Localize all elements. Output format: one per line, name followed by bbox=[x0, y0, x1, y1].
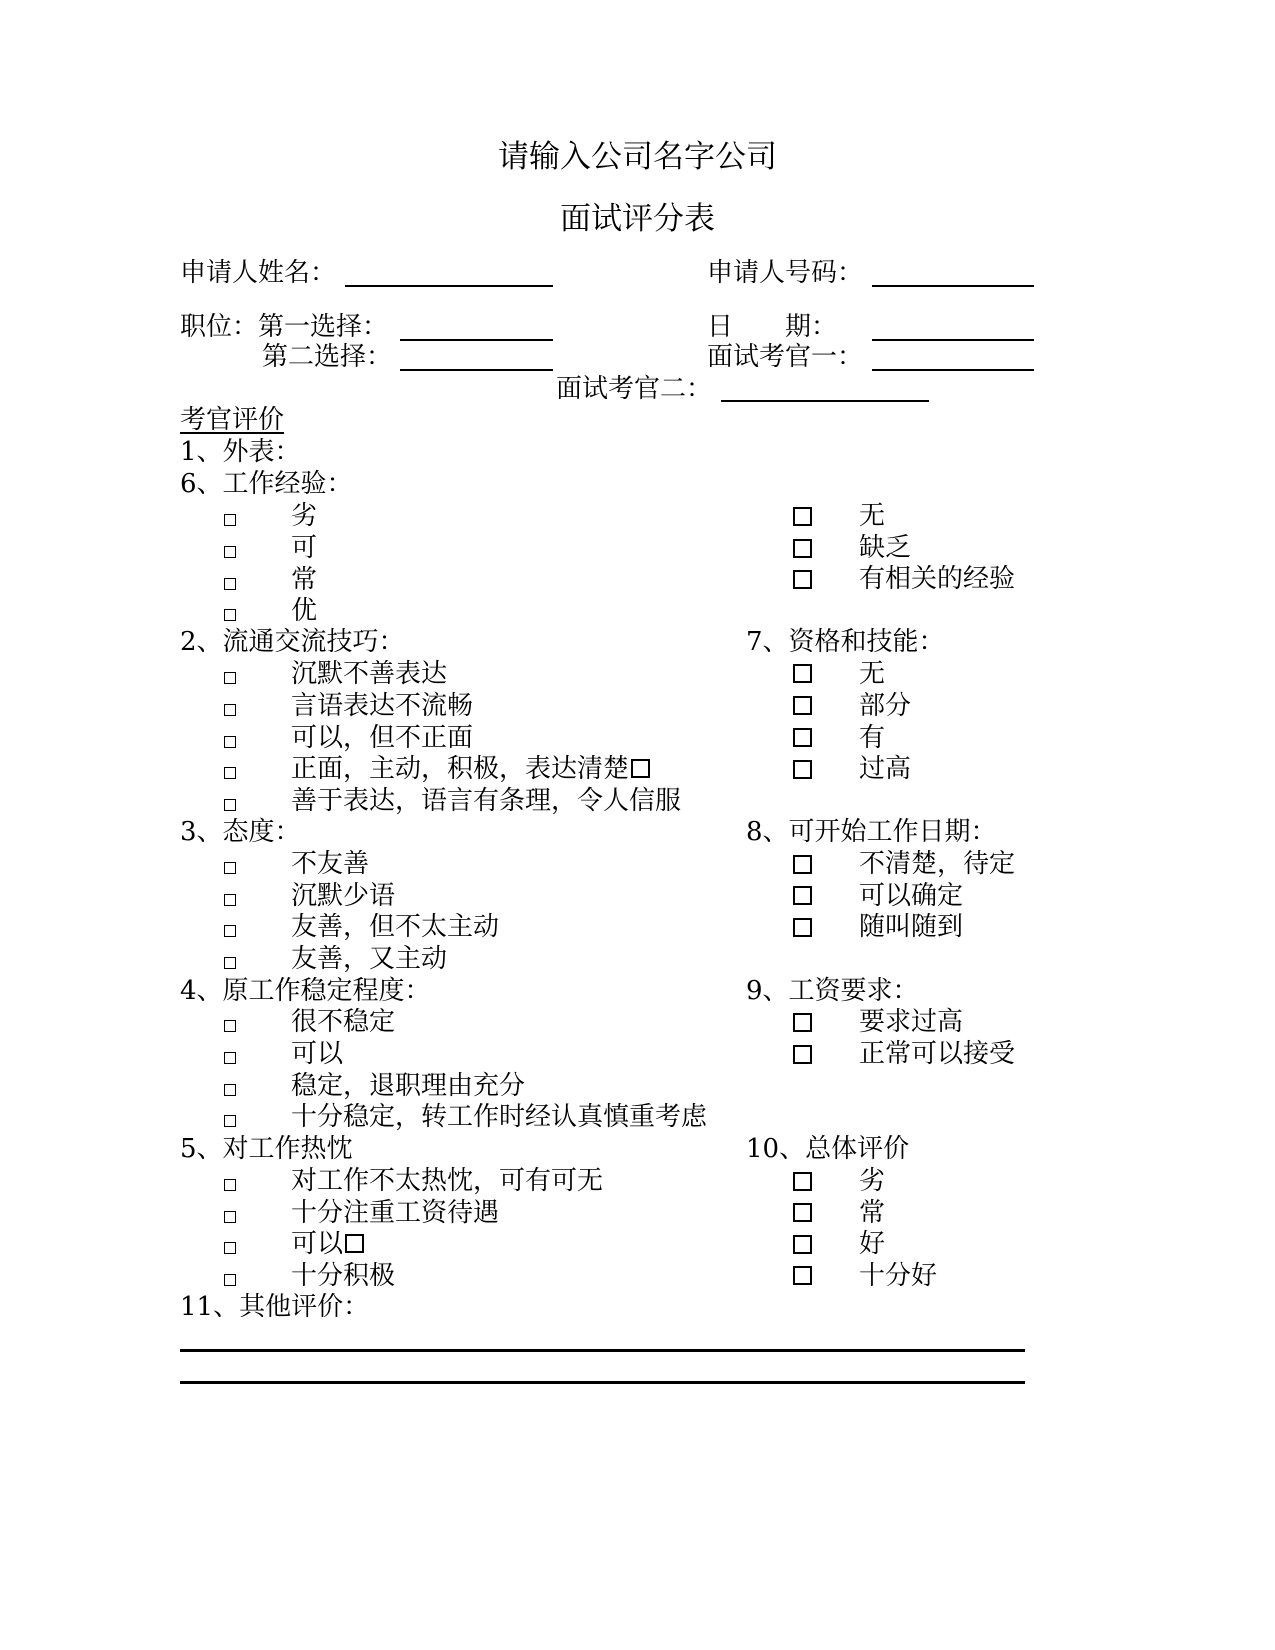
applicant-number-field[interactable] bbox=[872, 285, 1034, 287]
interviewer-two-label: 面试考官二： bbox=[556, 374, 713, 404]
position-first-field[interactable] bbox=[400, 339, 553, 341]
applicant-number-label: 申请人号码： bbox=[707, 258, 864, 288]
q2-option-checkbox[interactable] bbox=[224, 672, 236, 684]
q5-option-checkbox[interactable] bbox=[224, 1274, 236, 1286]
q5-option-label: 十分注重工资待遇 bbox=[291, 1198, 500, 1228]
interviewer-two-field[interactable] bbox=[721, 400, 929, 402]
q10-option-checkbox[interactable] bbox=[793, 1235, 812, 1254]
q8-option-label: 随叫随到 bbox=[859, 912, 964, 942]
q7-option-checkbox[interactable] bbox=[793, 728, 812, 747]
q2-option-label: 正面，主动，积极，表达清楚 bbox=[291, 754, 630, 784]
interviewer-one-field[interactable] bbox=[872, 369, 1034, 371]
q4-option-checkbox[interactable] bbox=[224, 1020, 236, 1032]
company-name: 请输入公司名字公司 bbox=[498, 139, 777, 175]
position-second-field[interactable] bbox=[400, 369, 553, 371]
q2-option-checkbox[interactable] bbox=[224, 704, 236, 716]
q10-option-label: 劣 bbox=[859, 1166, 886, 1196]
q10-option-checkbox[interactable] bbox=[793, 1172, 812, 1191]
q8-option-label: 可以确定 bbox=[859, 881, 964, 911]
q10-option-checkbox[interactable] bbox=[793, 1203, 812, 1222]
q8-option-checkbox[interactable] bbox=[793, 886, 812, 905]
q7-option-checkbox[interactable] bbox=[793, 760, 812, 779]
position-second-label: 第二选择： bbox=[262, 342, 393, 372]
q4-option-label: 稳定，退职理由充分 bbox=[291, 1071, 526, 1101]
q10-option-label: 好 bbox=[859, 1229, 886, 1259]
date-field[interactable] bbox=[872, 339, 1034, 341]
q6-option-checkbox[interactable] bbox=[224, 514, 236, 526]
q6b-option-checkbox[interactable] bbox=[793, 507, 812, 526]
q7-option-label: 部分 bbox=[859, 691, 912, 721]
q5-option-label: 十分积极 bbox=[291, 1261, 396, 1291]
q3-option-label: 不友善 bbox=[291, 849, 370, 879]
q2-label: 2、流通交流技巧： bbox=[180, 627, 405, 657]
q7-label: 7、资格和技能： bbox=[746, 627, 945, 657]
q9-option-label: 要求过高 bbox=[859, 1007, 964, 1037]
q3-option-label: 友善，但不太主动 bbox=[291, 912, 500, 942]
q2-option-label: 可以，但不正面 bbox=[291, 723, 474, 753]
q6-option-checkbox[interactable] bbox=[224, 578, 236, 590]
q4-option-checkbox[interactable] bbox=[224, 1115, 236, 1127]
q7-option-label: 无 bbox=[859, 659, 886, 689]
other-comments-line[interactable] bbox=[180, 1349, 1025, 1352]
q2-option-checkbox[interactable] bbox=[224, 767, 236, 779]
q8-option-label: 不清楚，待定 bbox=[859, 849, 1016, 879]
q10-option-label: 常 bbox=[859, 1198, 886, 1228]
q3-option-checkbox[interactable] bbox=[224, 894, 236, 906]
q6b-option-label: 有相关的经验 bbox=[859, 564, 1016, 594]
q4-option-label: 十分稳定，转工作时经认真慎重考虑 bbox=[291, 1102, 708, 1132]
interviewer-one-label: 面试考官一： bbox=[707, 342, 864, 372]
q2-option-label: 善于表达，语言有条理，令人信服 bbox=[291, 786, 682, 816]
q6-option-label: 优 bbox=[291, 596, 318, 626]
q8-option-checkbox[interactable] bbox=[793, 855, 812, 874]
q5-option-label: 对工作不太热忱，可有可无 bbox=[291, 1166, 604, 1196]
applicant-name-label: 申请人姓名： bbox=[180, 258, 337, 288]
q8-option-checkbox[interactable] bbox=[793, 918, 812, 937]
q2-option-row bbox=[291, 753, 650, 785]
q7-option-label: 过高 bbox=[859, 754, 912, 784]
q6b-option-checkbox[interactable] bbox=[793, 570, 812, 589]
inline-checkbox[interactable] bbox=[345, 1234, 364, 1253]
q5-option-row bbox=[291, 1228, 364, 1260]
position-first-label: 职位：第一选择： bbox=[180, 312, 389, 342]
q9-option-label: 正常可以接受 bbox=[859, 1039, 1016, 1069]
q10-option-label: 十分好 bbox=[859, 1261, 938, 1291]
q4-label: 4、原工作稳定程度： bbox=[180, 976, 431, 1006]
q7-option-checkbox[interactable] bbox=[793, 696, 812, 715]
q3-option-label: 沉默少语 bbox=[291, 881, 396, 911]
q6-option-checkbox[interactable] bbox=[224, 609, 236, 621]
form-title: 面试评分表 bbox=[560, 201, 715, 237]
q5-label: 5、对工作热忱 bbox=[180, 1134, 353, 1164]
q6-option-label: 劣 bbox=[291, 501, 318, 531]
q4-option-checkbox[interactable] bbox=[224, 1052, 236, 1064]
q3-option-checkbox[interactable] bbox=[224, 862, 236, 874]
applicant-name-field[interactable] bbox=[345, 285, 553, 287]
q1-label: 1、外表： bbox=[180, 437, 301, 467]
q10-option-checkbox[interactable] bbox=[793, 1266, 812, 1285]
q3-label: 3、态度： bbox=[180, 817, 301, 847]
q5-option-checkbox[interactable] bbox=[224, 1242, 236, 1254]
q4-option-label: 可以 bbox=[291, 1039, 344, 1069]
q3-option-checkbox[interactable] bbox=[224, 925, 236, 937]
q9-label: 9、工资要求： bbox=[746, 976, 919, 1006]
q3-option-checkbox[interactable] bbox=[224, 957, 236, 969]
evaluation-heading: 考官评价 bbox=[180, 405, 285, 435]
q10-label: 10、总体评价 bbox=[746, 1134, 910, 1164]
q11-label: 11、其他评价： bbox=[180, 1292, 370, 1322]
q9-option-checkbox[interactable] bbox=[793, 1013, 812, 1032]
q2-option-checkbox[interactable] bbox=[224, 799, 236, 811]
inline-checkbox[interactable] bbox=[631, 759, 650, 778]
q4-option-checkbox[interactable] bbox=[224, 1084, 236, 1096]
q6-option-checkbox[interactable] bbox=[224, 546, 236, 558]
q6-label: 6、工作经验： bbox=[180, 469, 353, 499]
q6b-option-label: 无 bbox=[859, 501, 886, 531]
q6b-option-checkbox[interactable] bbox=[793, 539, 812, 558]
other-comments-line[interactable] bbox=[180, 1381, 1025, 1384]
q4-option-label: 很不稳定 bbox=[291, 1007, 396, 1037]
q5-option-checkbox[interactable] bbox=[224, 1179, 236, 1191]
q7-option-label: 有 bbox=[859, 723, 886, 753]
q5-option-label: 可以 bbox=[291, 1229, 344, 1259]
q2-option-checkbox[interactable] bbox=[224, 736, 236, 748]
date-label: 日 期： bbox=[707, 312, 838, 342]
q6-option-label: 可 bbox=[291, 533, 318, 563]
q9-option-checkbox[interactable] bbox=[793, 1045, 812, 1064]
q2-option-label: 言语表达不流畅 bbox=[291, 691, 474, 721]
q6b-option-label: 缺乏 bbox=[859, 533, 912, 563]
q7-option-checkbox[interactable] bbox=[793, 664, 812, 683]
q2-option-label: 沉默不善表达 bbox=[291, 659, 448, 689]
q3-option-label: 友善，又主动 bbox=[291, 944, 448, 974]
q5-option-checkbox[interactable] bbox=[224, 1211, 236, 1223]
q8-label: 8、可开始工作日期： bbox=[746, 817, 997, 847]
q6-option-label: 常 bbox=[291, 565, 318, 595]
